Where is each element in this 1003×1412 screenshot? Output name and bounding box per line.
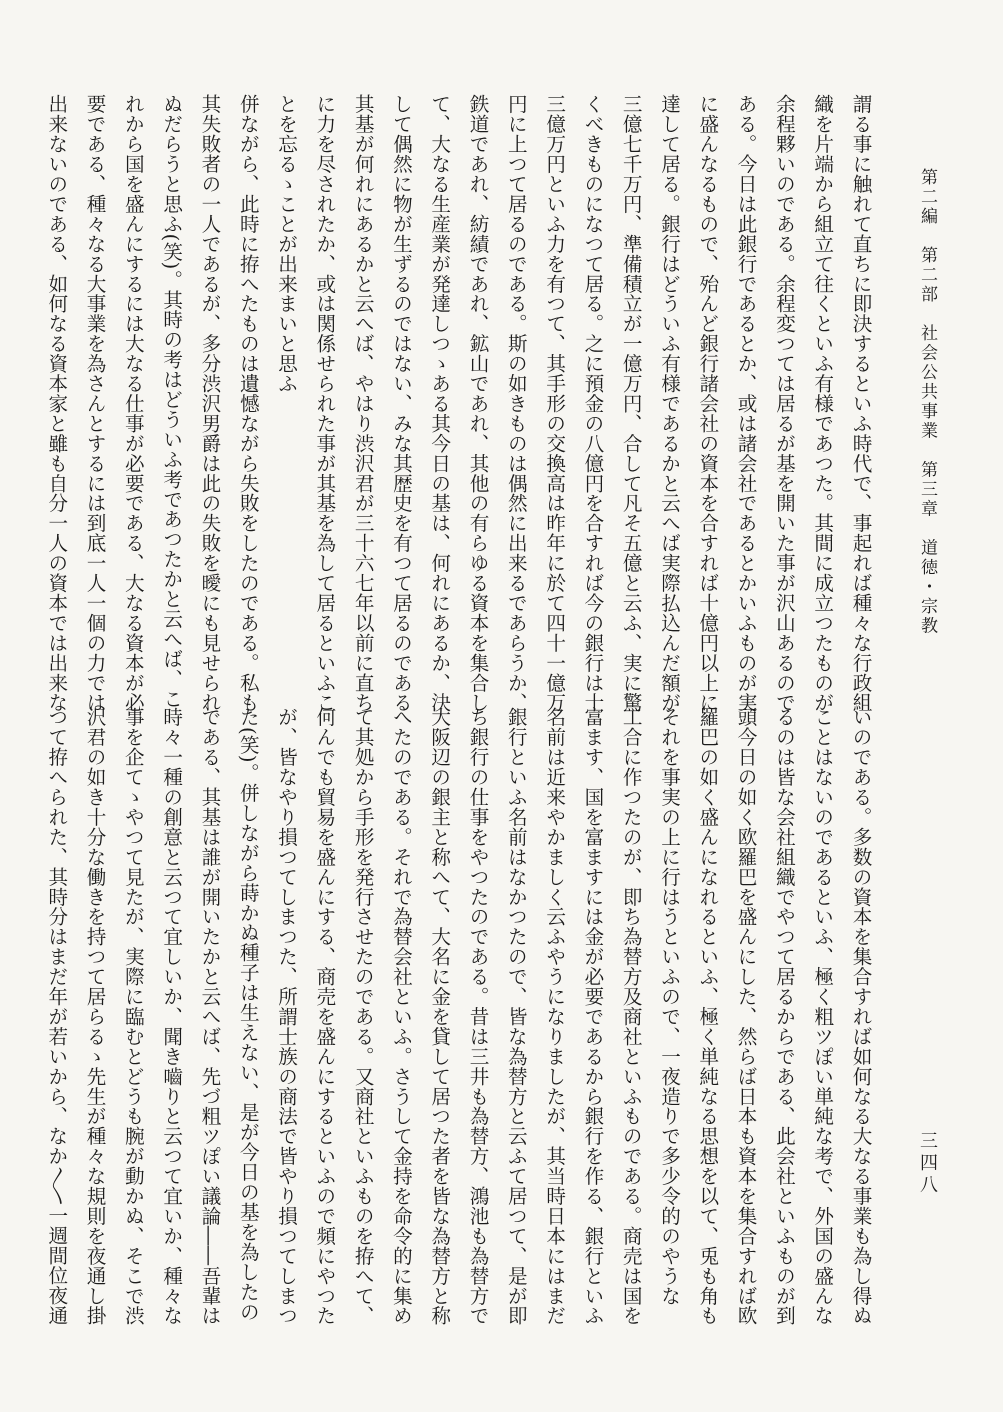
text-line: へたのである。それで為替会社といふ。さうして金持を命令的に集め <box>389 707 413 1326</box>
text-line: 三億七千万円、準備積立が一億万円、合して凡そ五億と云ふ、実に驚 <box>619 94 643 713</box>
text-line: して偶然に物が生ずるのではない、みな其歴史を有つて居るのである <box>389 94 413 713</box>
text-line: て其処から手形を発行させたのである。又商社といふものを拵へて、 <box>351 707 375 1326</box>
text-line: 沢君の如き十分な働きを持つて居らるゝ先生が種々な規則を夜通し掛 <box>83 707 107 1326</box>
text-line: 要である、種々なる大事業を為さんとするには到底一人一個の力では <box>83 94 107 713</box>
text-line: るのは皆な会社組織でやつて居るからである、此会社といふものが到 <box>772 707 796 1326</box>
text-line: 時々一種の創意と云つて宜しいか、聞き嚙りと云つて宜いか、種々な <box>159 707 183 1326</box>
text-line: 富ます、国を富ますには金が必要であるから銀行を作る、銀行といふ <box>580 707 604 1326</box>
text-line: 併ながら、此時に拵へたものは遺憾ながら失敗をしたのである。私も <box>236 94 260 713</box>
text-line: いのである。多数の資本を集合すれば如何なる大なる事業も為し得ぬ <box>849 707 872 1326</box>
text-line: 大阪辺の銀主と称へて、大名に金を貸して居つた者を皆な為替方と称 <box>427 707 451 1326</box>
text-line: である、其基は誰が開いたかと云へば、先づ粗ツぽい議論――吾輩は <box>197 707 221 1326</box>
text-line: 銀行といふ名前はなかつたので、皆な為替方と云ふて居つて、是が即 <box>504 707 528 1326</box>
text-line: が、皆なやり損つてしまつた、所謂士族の商法で皆やり損つてしまつ <box>274 707 298 1326</box>
text-line: 達して居る。銀行はどういふ有様であるかと云へば実際払込んだ額が <box>657 94 681 713</box>
text-line: それを事実の上に行はうといふので、一夜造りで多少令的のやうな <box>657 707 681 1306</box>
text-line: 事を企てゝやつて見たが、実際に臨むとどうも腕が動かぬ、そこで渋 <box>121 707 145 1326</box>
text-line: 円に上つて居るのである。斯の如きものは偶然に出来るであらうか、 <box>504 94 528 713</box>
text-line: 羅巴の如く盛んになれるといふ、極く単純なる思想を以て、兎も角も <box>695 707 719 1326</box>
text-line: 織を片端から組立て往くといふ有様であつた。其間に成立つたものが <box>810 94 834 713</box>
upper-text-block <box>44 94 879 713</box>
text-line: 鉄道であれ、紡績であれ、鉱山であれ、其他の有らゆる資本を集合し <box>466 94 490 713</box>
lower-text-block <box>44 707 879 1327</box>
text-line: に盛んなるもので、殆んど銀行諸会社の資本を合すれば十億円以上に <box>695 94 719 713</box>
text-line: て、大なる生産業が発達しつゝある其今日の基は、何れにあるか、決 <box>427 94 451 713</box>
text-line: 出来ないのである、如何なる資本家と雖も自分一人の資本では出来な <box>44 94 68 713</box>
text-line: 頭今日の如く欧羅巴を盛んにした、然らば日本も資本を集合すれば欧 <box>734 707 758 1326</box>
text-line: 謂る事に触れて直ちに即決するといふ時代で、事起れば種々な行政組 <box>849 94 872 713</box>
text-line: 何んでも貿易を盛んにする、商売を盛んにするといふので頻にやつた <box>312 707 336 1326</box>
text-line: 其基が何れにあるかと云へば、やはり渋沢君が三十六七年以前に直ち <box>351 94 375 713</box>
text-line: ことはないのであるといふ、極く粗ツぽい単純な考で、外国の盛んな <box>810 707 834 1326</box>
text-line: 余程夥いのである。余程変つては居るが基を開いた事が沢山あるので <box>772 94 796 713</box>
text-line: に力を尽されたか、或は関係せられた事が其基を為して居るといふこ <box>312 94 336 713</box>
text-line: くべきものになつて居る。之に預金の八億円を合すれば今の銀行は十 <box>580 94 604 713</box>
text-line: つて拵へられた、其時分はまだ年が若いから、なか〳〵一週間位夜通 <box>44 707 68 1326</box>
text-line: 其失敗者の一人であるが、多分渋沢男爵は此の失敗を曖にも見せられ <box>197 94 221 713</box>
text-line: ある。今日は此銀行であるとか、或は諸会社であるとかいふものが実 <box>734 94 758 713</box>
text-line: ち銀行の仕事をやつたのである。昔は三井も為替方、鴻池も為替方で <box>466 707 490 1326</box>
running-head: 第二編 第二部 社会公共事業 第三章 道徳・宗教 <box>917 168 937 636</box>
text-line: 名前は近来やかましく云ふやうになりましたが、其当時日本にはまだ <box>542 707 566 1326</box>
page-number: 三四八 <box>917 1131 938 1197</box>
text-line: 工合に作つたのが、即ち為替方及商社といふものである。商売は国を <box>619 707 643 1326</box>
text-line: ぬだらうと思ふ(笑)。其時の考はどういふ考であつたかと云へば、こ <box>159 94 183 709</box>
text-line: れから国を盛んにするには大なる仕事が必要である、大なる資本が必 <box>121 94 145 713</box>
text-line: た(笑)。併しながら蒔かぬ種子は生えない、是が今日の基を為したの <box>236 707 260 1322</box>
text-line: とを忘るゝことが出来まいと思ふ <box>274 94 298 394</box>
text-line: 三億万円といふ力を有つて、其手形の交換高は昨年に於て四十一億万 <box>542 94 566 713</box>
